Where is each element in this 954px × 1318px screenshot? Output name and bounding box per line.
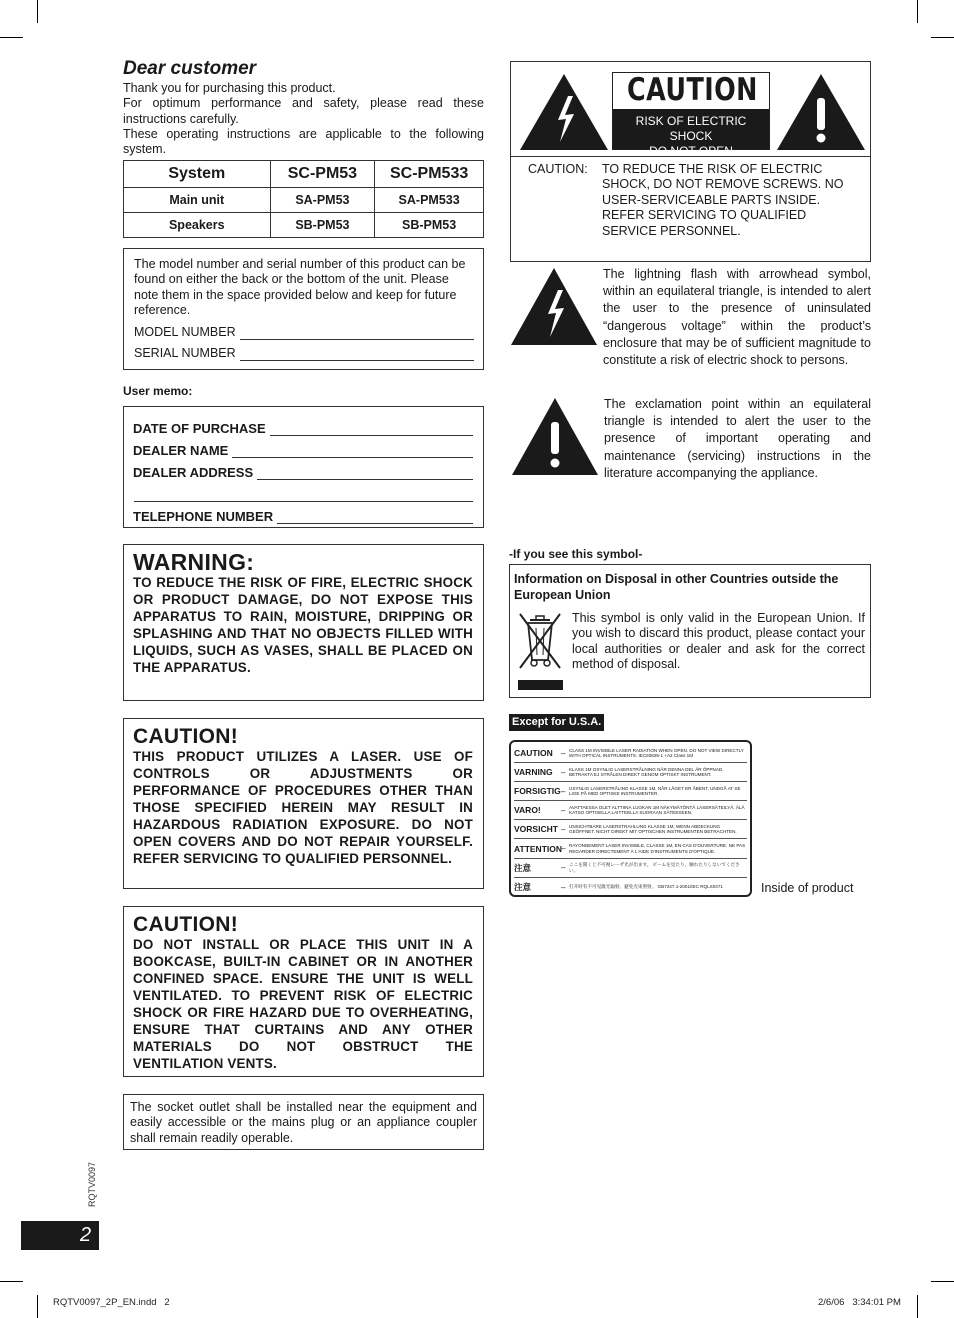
intro-section xyxy=(123,58,484,157)
dealer-address-field[interactable] xyxy=(133,458,473,480)
system-table xyxy=(123,160,484,238)
page-number: 2 xyxy=(80,1224,92,1246)
exclamation-warning-icon xyxy=(775,72,867,152)
crossed-bin-icon xyxy=(516,610,564,672)
caution-label: CAUTION: xyxy=(528,162,588,176)
exclamation-triangle-icon xyxy=(510,396,600,477)
label-row: VORSICHT – UNSICHTBARE LASERSTRAHLUNG KLASSE 1M, WENN ABDECKUNG GEÖFFNET. NICHT DIREKT MIT OPTISCHEN INSTRUMENTEN BETRACHTEN. xyxy=(514,820,747,839)
table-cell: SB-PM53 xyxy=(375,213,484,238)
label-text: KLASS 1M OSYNLIG LASERSTRÅLNING NÄR DENNA DEL ÄR ÖPPNAD. BETRAKTA EJ STRÅLEN DIREKT GENOM OPTISKT INSTRUMENT. xyxy=(569,766,724,778)
field-label: DEALER NAME xyxy=(133,443,229,458)
label-row: ATTENTION – RAYONNEMENT LASER INVISIBLE, CLASSE 1M, EN CAS D'OUVERTURE. NE PAS REGARDER DIRECTEMENT À L'AIDE D'INSTRUMENTS D'OPTIQUE. xyxy=(514,839,747,858)
crop-mark xyxy=(931,1281,954,1282)
label-text: USYNLIG LASERSTRÅLING KLASSE 1M, NÅR LÅGET ER ÅBENT. UNDGÅ AT SE LIGE PÅ MED OPTISKE INSTRUMENTER. xyxy=(569,785,741,797)
label-word: VARNING xyxy=(514,767,553,778)
doc-code: RQTV0097 xyxy=(87,1162,97,1208)
label-word: VORSICHT xyxy=(514,824,558,835)
crop-mark xyxy=(0,37,23,38)
shock-caution-box xyxy=(510,61,871,262)
crop-mark xyxy=(37,1295,38,1318)
dealer-address-line2[interactable] xyxy=(133,480,473,502)
table-cell: Main unit xyxy=(124,188,271,213)
model-note: The model number and serial number of this product can be found on either the back or the bottom of the unit. Please note them in the space provided below and keep for future reference. xyxy=(134,257,466,317)
field-label: DEALER ADDRESS xyxy=(133,465,254,480)
table-cell: Speakers xyxy=(124,213,271,238)
warning-box xyxy=(123,544,484,701)
table-cell: SA-PM533 xyxy=(375,188,484,213)
crop-mark xyxy=(0,1281,23,1282)
disposal-heading: Information on Disposal in other Countries outside the European Union xyxy=(514,572,839,602)
label-text: RAYONNEMENT LASER INVISIBLE, CLASSE 1M, EN CAS D'OUVERTURE. NE PAS REGARDER DIRECTEMENT À L'AIDE D'INSTRUMENTS D'OPTIQUE. xyxy=(569,843,746,854)
bin-bar xyxy=(518,680,563,690)
exclamation-text: The exclamation point within an equilateral triangle is intended to alert the user to the presence of important operating and maintenance (servicing) instructions in the literature accompanying the appliance. xyxy=(604,397,871,480)
page-title: Dear customer xyxy=(123,58,257,79)
disposal-paragraph: This symbol is only valid in the European Union. If you wish to discard this product, please contact your local authorities or dealer and ask for the correct method of disposal. xyxy=(572,611,865,672)
install-caution-box xyxy=(123,906,484,1077)
label-row: VARNING – KLASS 1M OSYNLIG LASERSTRÅLNING NÄR DENNA DEL ÄR ÖPPNAD. BETRAKTA EJ STRÅLEN DIREKT GENOM OPTISKT INSTRUMENT. xyxy=(514,763,747,782)
crop-mark xyxy=(917,1295,918,1318)
dealer-name-field[interactable] xyxy=(133,436,473,458)
label-word: FORSIGTIG xyxy=(514,786,561,797)
lightning-triangle-icon xyxy=(509,266,599,347)
lightning-text: The lightning flash with arrowhead symbol, within an equilateral triangle, is intended to alert the user to the presence of uninsulated “dangerous voltage” within the product’s enclosure that may be of sufficient magnitude to constitute a risk of electric shock to persons. xyxy=(603,267,871,368)
caution-banner xyxy=(612,72,770,158)
disposal-text xyxy=(572,611,865,673)
symbol-title: -If you see this symbol- xyxy=(509,547,643,561)
caution-body: TO REDUCE THE RISK OF ELECTRIC SHOCK, DO NOT REMOVE SCREWS. NO USER-SERVICEABLE PARTS INSIDE. REFER SERVICING TO QUALIFIED SERVICE PERSONNEL. xyxy=(602,162,844,238)
exclamation-description xyxy=(604,396,871,482)
laser-caution-text: THIS PRODUCT UTILIZES A LASER. USE OF CONTROLS OR ADJUSTMENTS OR PERFORMANCE OF PROCEDURES OTHER THAN THOSE SPECIFIED HEREIN MAY RESULT IN HAZARDOUS RADIATION EXPOSURE. DO NOT OPEN COVERS AND DO NOT REPAIR YOURSELF. REFER SERVICING TO QUALIFIED PERSONNEL. xyxy=(133,749,473,866)
caution-banner-subtitle xyxy=(613,109,769,158)
serial-number-label: SERIAL NUMBER xyxy=(134,345,236,360)
user-memo-box xyxy=(123,406,484,528)
label-text: 打开时有不可见激光辐射。避免光束照射。 GB7247.1-2001/IEC RQLS0471 xyxy=(569,884,723,890)
intro-applicable: These operating instructions are applicable to the following system. xyxy=(123,126,484,157)
divider xyxy=(511,156,870,157)
label-word: VARO! xyxy=(514,805,541,816)
laser-caution-box xyxy=(123,718,484,889)
label-row: 注意 – ここを開くと不可視レーザ光が出ます。 ビームを見たり、触れたりしないでください。 xyxy=(514,859,747,878)
intro-read: For optimum performance and safety, please read these instructions carefully. xyxy=(123,96,484,126)
install-caution-text: DO NOT INSTALL OR PLACE THIS UNIT IN A BOOKCASE, BUILT-IN CABINET OR IN ANOTHER CONFINED SPACE. ENSURE THE UNIT IS WELL VENTILATED. TO PREVENT RISK OF ELECTRIC SHOCK OR FIRE HAZARD DUE TO OVERHEATING, ENSURE THAT CURTAINS AND ANY OTHER MATERIALS DO NOT OBSTRUCT THE VENTILATION VENTS. xyxy=(133,937,473,1071)
field-label: DATE OF PURCHASE xyxy=(133,421,266,436)
serial-number-field[interactable] xyxy=(134,345,474,361)
crop-mark xyxy=(917,0,918,23)
intro-thanks: Thank you for purchasing this product. xyxy=(123,81,336,95)
warning-title: WARNING: xyxy=(133,549,255,575)
label-text: CLASS 1M INVISIBLE LASER RADIATION WHEN OPEN. DO NOT VIEW DIRECTLY WITH OPTICAL INSTRUMENTS. IEC60825-1 +A2 Class 1M xyxy=(569,747,744,759)
label-row: VARO! – AVATTAESSA OLET ALTTIINA LUOKAN 1M NÄKYMÄTÖNTÄ LASERSÄTEILYÄ. ÄLÄ KATSO OPTISELLA LAITTEELLA SUORAAN SÄTEESEEN. xyxy=(514,801,747,820)
socket-note-box xyxy=(123,1094,484,1150)
except-usa-tag: Except for U.S.A. xyxy=(509,714,604,731)
table-header: SC-PM53 xyxy=(270,161,375,188)
label-word: ATTENTION xyxy=(514,843,563,854)
footer-timestamp: 2/6/06 3:34:01 PM xyxy=(818,1297,901,1308)
warning-text: TO REDUCE THE RISK OF FIRE, ELECTRIC SHOCK OR PRODUCT DAMAGE, DO NOT EXPOSE THIS APPARATUS TO RAIN, MOISTURE, DRIPPING OR SPLASHING AND THAT NO OBJECTS FILLED WITH LIQUIDS, SUCH AS VASES, SHALL BE PLACED ON THE APPARATUS. xyxy=(133,575,473,675)
table-header: SC-PM533 xyxy=(375,161,484,188)
lightning-warning-icon xyxy=(518,72,610,152)
laser-caution-title: CAUTION! xyxy=(133,725,239,748)
caution-banner-line2: DO NOT OPEN xyxy=(649,144,733,158)
table-cell: SB-PM53 xyxy=(270,213,375,238)
table-header: System xyxy=(124,161,271,188)
caution-banner-line1: RISK OF ELECTRIC SHOCK xyxy=(635,114,747,143)
label-row: 注意 – 打开时有不可见激光辐射。避免光束照射。 GB7247.1-2001/IEC RQLS0471 xyxy=(514,878,747,897)
label-text: ここを開くと不可視レーザ光が出ます。 ビームを見たり、触れたりしないでください。 xyxy=(569,862,740,873)
table-cell: SA-PM53 xyxy=(270,188,375,213)
caution-banner-title: CAUTION xyxy=(627,72,758,108)
crop-mark xyxy=(37,0,38,23)
shock-caution-text xyxy=(528,162,863,239)
label-caption: Inside of product xyxy=(761,881,854,895)
label-word: 注意 xyxy=(514,882,532,893)
lightning-description xyxy=(603,266,871,369)
label-row: FORSIGTIG – USYNLIG LASERSTRÅLING KLASSE 1M, NÅR LÅGET ER ÅBENT. UNDGÅ AT SE LIGE PÅ MED OPTISKE INSTRUMENTER. xyxy=(514,782,747,801)
footer-filename: RQTV0097_2P_EN.indd 2 xyxy=(53,1297,170,1308)
date-of-purchase-field[interactable] xyxy=(133,414,473,436)
label-text: AVATTAESSA OLET ALTTIINA LUOKAN 1M NÄKYMÄTÖNTÄ LASERSÄTEILYÄ. ÄLÄ KATSO OPTISELLA LAITTEELLA SUORAAN SÄTEESEEN. xyxy=(569,804,745,816)
install-caution-title: CAUTION! xyxy=(133,913,239,936)
model-number-label: MODEL NUMBER xyxy=(134,324,236,339)
crop-mark xyxy=(931,37,954,38)
label-word: 注意 xyxy=(514,862,532,873)
model-number-box xyxy=(123,248,484,370)
label-text: UNSICHTBARE LASERSTRAHLUNG KLASSE 1M, WENN ABDECKUNG GEÖFFNET. NICHT DIREKT MIT OPTISCHEN INSTRUMENTEN BETRACHTEN. xyxy=(569,823,737,835)
disposal-box xyxy=(509,564,871,698)
label-word: CAUTION xyxy=(514,748,553,759)
field-label: TELEPHONE NUMBER xyxy=(133,509,274,524)
telephone-number-field[interactable] xyxy=(133,502,473,524)
user-memo-title: User memo: xyxy=(123,384,193,398)
socket-note: The socket outlet shall be installed near the equipment and easily accessible or the mains plug or an appliance coupler shall remain readily operable. xyxy=(130,1100,477,1145)
label-row: CAUTION – CLASS 1M INVISIBLE LASER RADIATION WHEN OPEN. DO NOT VIEW DIRECTLY WITH OPTICAL INSTRUMENTS. IEC60825-1 +A2 Class 1M xyxy=(514,744,747,763)
model-number-field[interactable] xyxy=(134,324,474,340)
laser-warning-label xyxy=(509,740,752,897)
